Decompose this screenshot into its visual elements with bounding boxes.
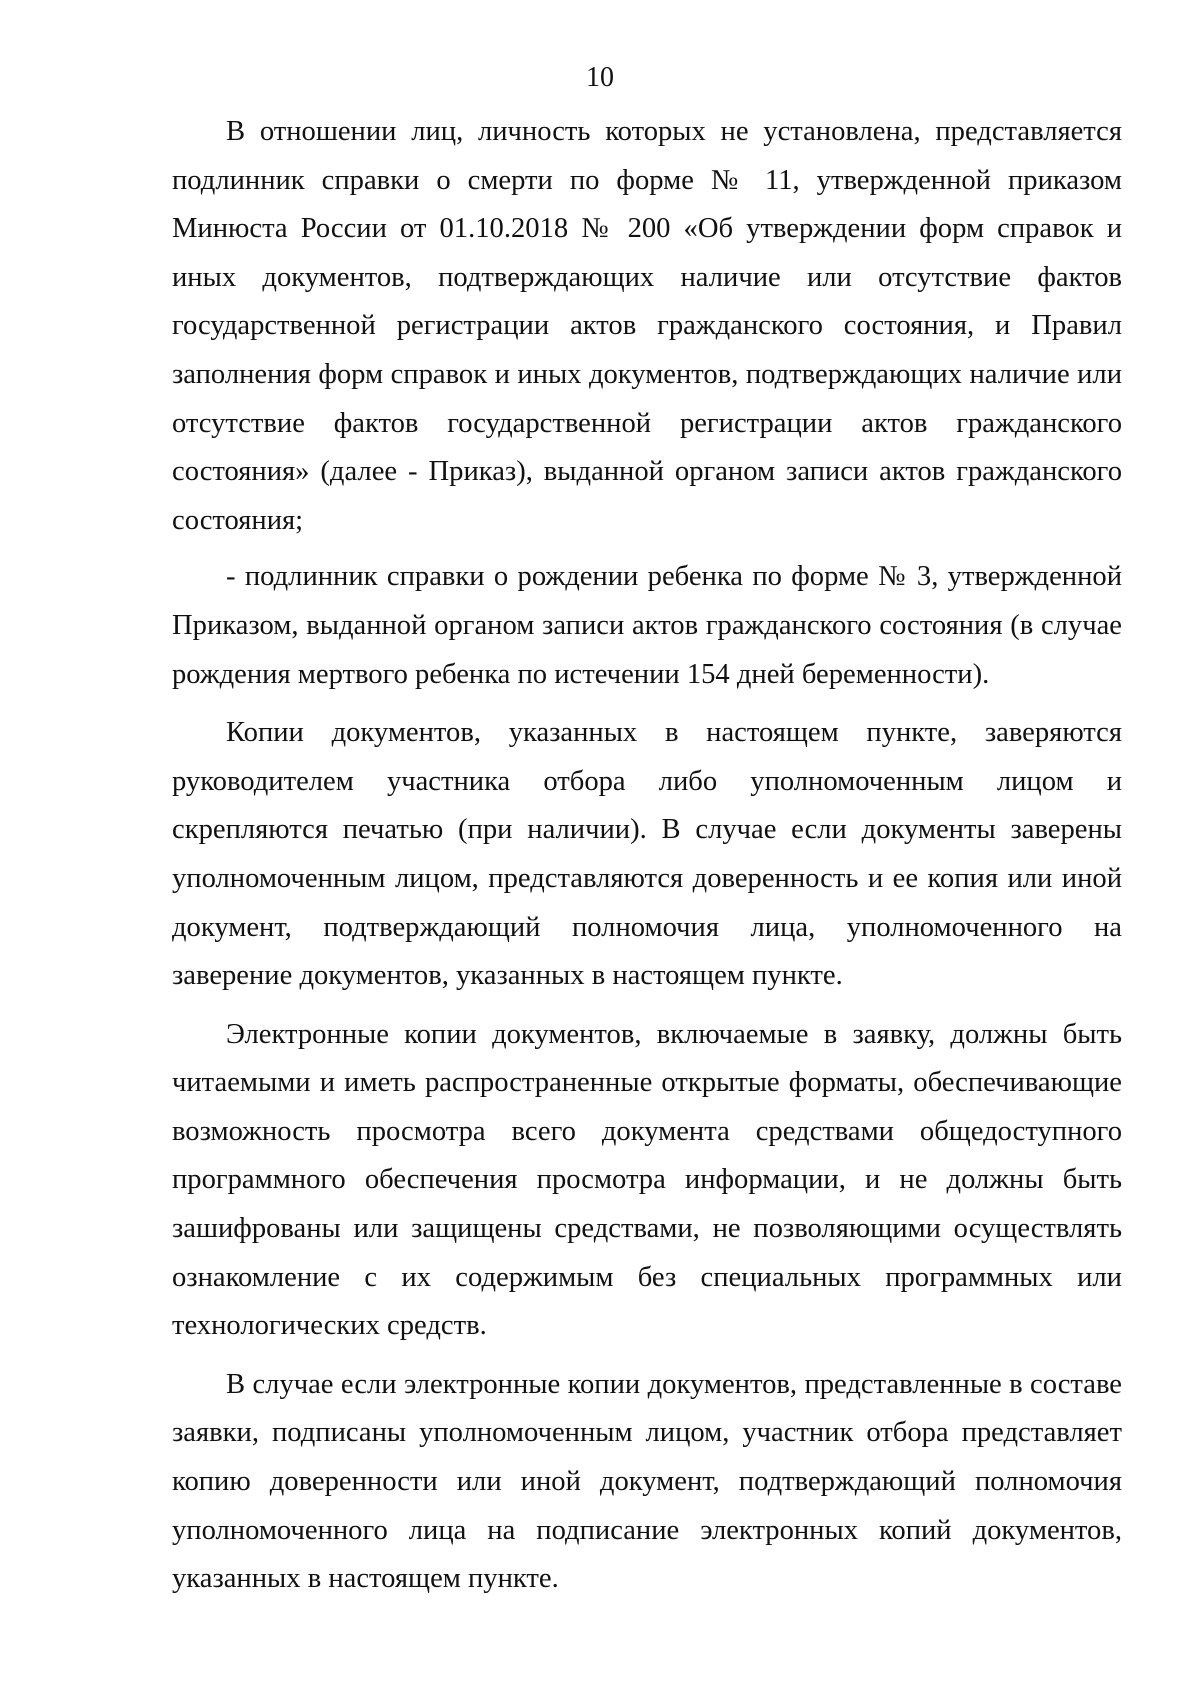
document-body [172,108,1122,1604]
paragraph-electronic-copies: Электронные копии документов, включаемые в заявку, должны быть читаемыми и иметь распространенные открытые форматы, обеспечивающие возможность просмотра всего документа средствами общедоступного программного обеспечения просмотра информации, и не должны быть зашифрованы или защищены средствами, не позволяющими осуществлять ознакомление с их содержимым без специальных программных или технологических средств. [172,1018,1122,1342]
paragraph-birth-certificate: - подлинник справки о рождении ребенка по форме № 3, утвержденной Приказом, выданной органом записи актов гражданского состояния (в случае рождения мертвого ребенка по истечении 154 дней беременности). [172,561,1122,690]
paragraph-signed-electronic-copies: В случае если электронные копии документов, представленные в составе заявки, подписаны уполномоченным лицом, участник отбора представляет копию доверенности или иной документ, подтверждающий полномочия уполномоченного лица на подписание электронных копий документов, указанных в настоящем пункте. [172,1368,1122,1595]
paragraph-unidentified-persons: В отношении лиц, личность которых не установлена, представляется подлинник справки о смерти по форме № 11, утвержденной приказом Минюста России от 01.10.2018 № 200 «Об утверждении форм справок и иных документов, подтверждающих наличие или отсутствие фактов государственной регистрации актов гражданского состояния, и Правил заполнения форм справок и иных документов, подтверждающих наличие или отсутствие фактов государственной регистрации актов гражданского состояния» (далее - Приказ), выданной органом записи актов гражданского состояния; [172,116,1122,536]
page-number: 10 [586,62,614,93]
paragraph-document-copies: Копии документов, указанных в настоящем пункте, заверяются руководителем участника отбора либо уполномоченным лицом и скрепляются печатью (при наличии). В случае если документы заверены уполномоченным лицом, представляются доверенность и ее копия или иной документ, подтверждающий полномочия лица, уполномоченного на заверение документов, указанных в настоящем пункте. [172,717,1122,992]
